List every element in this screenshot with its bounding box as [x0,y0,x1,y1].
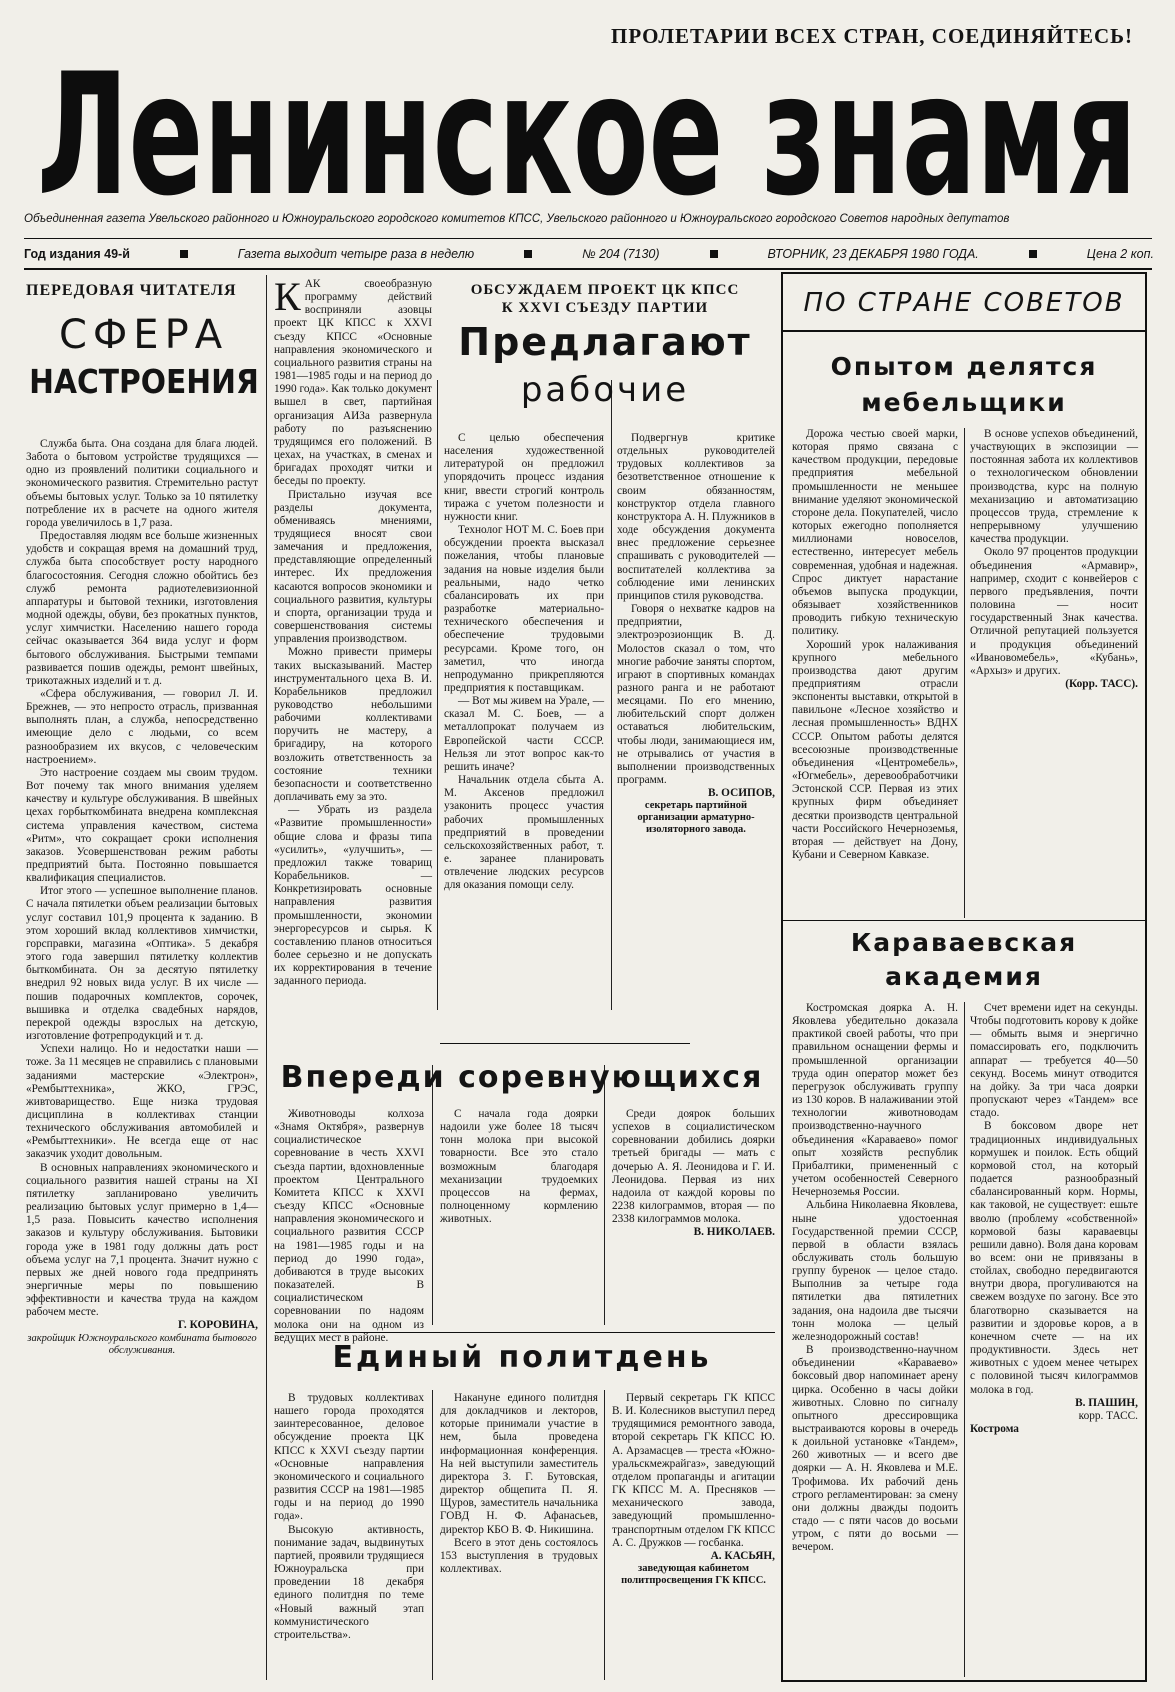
paragraph: Первый секретарь ГК КПСС В. И. Колесников выступил перед трудящимися ремонтного завода, второй секретарь ГК КПСС Ю. А. Арзамасцев — треста «Южно-уральскмежрайгаз», заведующий отделом пропаганды и агитации ГК КПСС М. А. Пресняков — механического завода, заведующий промышленно-транспортным отделом ГК КПСС А. С. Дружков — госбанка. [612,1392,775,1549]
academy-place: Кострома [970,1423,1019,1435]
politday-signature-title: заведующая кабинетом политпросвещения ГК КПСС. [621,1563,766,1587]
column-rule [604,1065,605,1325]
column-rule [432,1390,433,1680]
academy-signature-title: корр. ТАСС. [1078,1409,1138,1422]
furniture-headline-line1: Опытом делятся [830,352,1098,381]
square-bullet-icon [710,250,718,258]
year-label: Год издания 49-й [24,247,130,261]
proposals-col-2 [444,432,604,1017]
editorial-headline-line2: НАСТРОЕНИЯ [29,362,259,401]
paragraph: Начальник отдела сбыта А. М. Аксенов предложил узаконить процесс участия рабочих промышленных предприятий в проведении сельскохозяйственных работ, т. е. заранее планировать отвлечение людских ресурсов для оказания помощи селу. [444,774,604,892]
paragraph: Дорожа честью своей марки, которая прямо связана с качеством продукции, передовые предприятия мебельной промышленности не меньшее внимание уделяют экономической стороне дела. Покупателей, число которых ежегодно пополняется миллионами новоселов, естественно, интересует мебель современная, удобная и надежная. Спрос диктует нарастание объемов выпуска продукции, обязывает хозяйственников проводить гибкую техническую политику. [792,428,958,638]
academy-headline-line1: Караваевская [850,928,1078,957]
paragraph: Технолог НОТ М. С. Боев при обсуждении проекта высказал пожелания, чтобы плановые задания на новые изделия были реальными, надо четко сбалансировать их при разработке материально-технического обеспечения и обеспечение трудовыми ресурсами. Кроме того, он заметил, что иногда непродуманно прикрепляются предприятия к поставщикам. [444,524,604,694]
paragraph: В основе успехов объединений, участвующих в экспозиции — постоянная забота их коллективов о технологическом обновлении производства, курс на полную механизацию и автоматизацию процессов труда, стремление к непрерывному улучшению качества продукции. [970,428,1138,546]
paragraph: Счет времени идет на секунды. Чтобы подготовить корову к дойке — обмыть вымя и энергично помассировать его, подключить аппарат — требуется 40—50 секунд. Восемь минут отводится на дойку. За три часа доярки пропускают через «Тандем» все стадо. [970,1002,1138,1120]
competition-signature: В. НИКОЛАЕВ. [693,1226,775,1239]
paragraph: Альбина Николаевна Яковлева, ныне удостоенная Государственной премии СССР, первой в области взялась обслуживать столь большую группу буренок — целое стадо. Выполнив за четыре года пятилетки два пятилетних задания, она надоила две тысячи тонн молока — целый железнодорожный состав! [792,1199,958,1343]
editorial-signature-title: закройщик Южноуральского комбината бытового обслуживания. [27,1332,257,1356]
furniture-col-1 [792,428,958,928]
issue-date: ВТОРНИК, 23 ДЕКАБРЯ 1980 ГОДА. [767,247,979,261]
square-bullet-icon [1029,250,1037,258]
section-divider [440,1043,690,1044]
paragraph: Предоставляя людям все больше жизненных удобств и сокращая время на домашний труд, служба быта способствует росту народного благосостояния. Сегодня сложно обойтись без служб ремонта радиотелевизионной аппаратуры и бытовой техники, изготовления модной одежды, обуви, без прокатных пунктов, услуг химчистки. Населению нашего города сейчас оказывается 364 вида услуг и форм бытового обслуживания. Быстрыми темпами развивается пошив одежды, ремонт швейных, трикотажных изделий и т. д. [26,530,258,687]
academy-signature: В. ПАШИН, [1075,1396,1138,1409]
paragraph: Хороший урок налаживания крупного мебельного производства дают другим предприятиям отрасли экспоненты выставки, открытой в павильоне «Лесное хозяйство и лесная промышленность» ВДНХ СССР. Опытом работы делятся всесоюзные производственные объединения «Центромебель», «Югмебель», деревообработчики Эстонской ССР. Первая из этих крупных фирм объединяет десятки производств центральной части Российского Нечерноземья, вторая — действует на Дону, Кубани и Северном Кавказе. [792,638,958,861]
academy-col-1 [792,1002,958,1680]
paragraph: Около 97 процентов продукции объединения «Армавир», например, сходит с конвейеров с первого предъявления, почти половина — носит государственный Знак качества. Отличной репутацией пользуется и продукция объединений «Ивановомебель», «Кубань», «Архыз» и других. [970,546,1138,677]
editorial-signature: Г. КОРОВИНА, [178,1319,258,1332]
column-rule [432,1065,433,1325]
competition-col-1 [274,1108,424,1344]
column-rule [604,1390,605,1680]
paragraph: Можно привести примеры таких высказываний. Мастер инструментального цеха В. И. Корабельников предложил руководство небольшими рабочими коллективами поручить не мастеру, а бригадиру, на которого возложить ответственность за состояние техники безопасности и соответственно доплачивать ему за это. [274,646,432,804]
column-rule [611,380,612,1010]
politday-signature: А. КАСЬЯН, [710,1549,775,1562]
paragraph: Говоря о нехватке кадров на предприятии, электроэрозионщик В. Д. Молостов сказал о том, что многие рабочие заняты спортом, играют в спортивных командах разного ранга и не работают месяцами. По его мнению, любительский спорт должен оставаться любительским, чтобы люди, занимающиеся им, не отрывались от участия в выполнении производственных программ. [617,603,775,787]
masthead-title [30,30,1145,233]
paragraph: В основных направлениях экономического и социального развития нашей страны на XI пятилетку запланировано увеличить реализацию бытовых услуг примерно в 1,4—1,5 раза. Повысить качество исполнения заказов и культуру обслуживания. Бытовики города уже в 1981 году должны дать рост объема услуг на 7,1 процента. Значит нужно с первых же дней нового года предпринять энергичные меры по повышению эффективности и качества труда на каждом рабочем месте. [26,1161,258,1319]
proposals-signature-title: секретарь партийной организации арматурно-изоляторного завода. [637,800,755,836]
square-bullet-icon [180,250,188,258]
politday-col-1 [274,1392,424,1684]
masthead-title-text: Ленинское знамя [37,37,1137,233]
masthead-rule [24,238,1152,239]
paragraph: В трудовых коллективах нашего города проходятся заинтересованное, деловое обсуждение проекта ЦК КПСС к XXVI съезду партии «Основные направления экономического и социального развития СССР на 1981—1985 годы и на период до 1990 года». [274,1392,424,1523]
politday-col-3 [612,1392,775,1684]
paragraph: — Убрать из раздела «Развитие промышленности» общие слова и фразы типа «усилить», «улучшить», — предложил также товарищ Корабельников. — Конкретизировать основные направления развития промышленности, экономии энергоресурсов и сырья. К составлению планов относиться более серьезно и не допускать их корректирования в течение заданного периода. [274,804,432,988]
paragraph: С начала года доярки надоили уже более 18 тысяч тонн молока при высокой товарности. Все это стало возможным благодаря механизации трудоемких процессов на фермах, полноценному кормлению животных. [440,1108,598,1226]
issue-number: № 204 (7130) [582,247,660,261]
column-rule [437,380,438,1010]
furniture-col-2 [970,428,1138,928]
competition-headline: Впереди соревнующихся [280,1060,764,1095]
politday-headline: Единый политдень [332,1340,712,1375]
masthead-subtitle: Объединенная газета Увельского районного и Южноуральского городского комитетов КПСС, Увельского районного и Южноуральского городского Советов народных депутатов [24,213,1010,225]
politday-col-2 [440,1392,598,1684]
paragraph: — Вот мы живем на Урале, — сказал М. С. Боев, — а металлопрокат получаем из Европейской части СССР. Нельзя ли этот вопрос как-то решить иначе? [444,695,604,773]
frequency-label: Газета выходит четыре раза в неделю [237,247,475,261]
price-label: Цена 2 коп. [1086,247,1154,261]
editorial-body [26,438,258,1686]
paragraph: Среди доярок больших успехов в социалистическом соревновании добились доярки третьей бригады — мать с дочерью А. Я. Леонидова и Г. И. Леонидова. Первая из них надоила от каждой коровы по 2238 килограммов, вторая — по 2338 килограммов молока. [612,1108,775,1226]
paragraph: Подвергнув критике отдельных руководителей трудовых коллективов за безответственное отношение к своим обязанностям, конструктор отдела главного конструктора А. Н. Плужников в ходе обсуждения документа внес предложение серьезнее спрашивать с руководителей — воспитателей коллектива за соблюдение ими ленинских принципов стиля руководства. [617,432,775,602]
column-rule [964,1002,965,1677]
furniture-signature: (Корр. ТАСС). [1065,677,1138,690]
paragraph: Служба быта. Она создана для блага людей. Забота о бытовом устройстве трудящихся — одно из проявлений политики социального и экономического развития. Стремительно растут объемы бытовых услуг. Только за 10 пятилетку потребление их в расчете на одного жителя города увеличилось в 1,7 раза. [26,438,258,529]
editorial-headline-line1: СФЕРА [58,312,229,358]
header-bottom-rule [24,268,1152,270]
paragraph: Это настроение создаем мы своим трудом. Вот почему так много внимания уделяем качеству и культуре обслуживания. В швейных цехах горбыткомбината внедрена комплексная система управления качеством, система «Ритм», что сокращает сроки исполнения заказов. Усовершенствован режим работы предприятий быта. Постоянно повышается квалификация специалистов. [26,766,258,885]
proposals-lead [274,274,432,489]
proposals-headline-line1: Предлагают [458,320,752,364]
proposals-col-1 [274,274,432,1013]
proposals-col-3 [617,432,775,1032]
furniture-headline-line2: мебельщики [861,388,1067,417]
paragraph: Пристально изучая все разделы документа, обмениваясь мнениями, трудящиеся вносят свои замечания и предложения, представляющие определенный интерес. Их предложения касаются вопросов экономики и социального развития, культуры и спорта, организации труда и совершенствования системы управления производством. [274,488,432,646]
paragraph: Накануне единого политдня для докладчиков и лекторов, которые принимали участие в нем, была проведена информационная конференция. На ней выступили заместитель директора З. Г. Бутовская, директор общепита П. Я. Щуров, заместитель начальника ГОВД Н. Ф. Афанасьев, директор КБО В. Ф. Никишина. [440,1392,598,1536]
paragraph: Успехи налицо. Но и недостатки наши — тоже. За 11 месяцев не справились с плановыми заданиями мастерские «Электрон», «Рембыттехника», ЖКО, ГРЭС, живтоварищество. Еще низка трудовая дисциплина в коллективах станции технического обслуживания автомобилей и «Рембыттехники». Не всегда еще от нас заказчик уходит довольным. [26,1043,258,1161]
proposals-rubric-line2: К XXVI СЪЕЗДУ ПАРТИИ [501,300,709,316]
column-rule [266,275,267,1680]
paragraph: Всего в этот день состоялось 153 выступления в трудовых коллективах. [440,1536,598,1576]
paragraph: Итог этого — успешное выполнение планов. С начала пятилетки объем реализации бытовых услуг составил 101,9 процента к заданию. В этом хороший вклад коллективов химчистки, горсправки, магазина «Оптика». 5 декабря этого года завершил пятилетку коллектив быткомбината. Он за десятую пятилетку внедрил 92 новых вида услуг. В их числе — пошив подарочных комплектов, сорочек, вышивка и отделка свадебных нарядов, перекрой одежды взрослых на детскую, изготовление фотрепродукций и т. д. [26,885,258,1043]
academy-headline-line2: академия [885,962,1043,991]
competition-col-3 [612,1108,775,1328]
lead-text: АК своеобразную программу действий восприняли азовцы проект ЦК КПСС к XXVI съезду КПСС «Основные направления экономического и социального развития страны на 1981—1985 годы и на период до 1990 года». Как только документ вышел в свет, партийная организация АИЗа развернула работу по разъяснению трудящимся его положений. В цехах, на участках, в сменах и бригадах проходят читки и беседы по проекту. [274,278,432,488]
editorial-rubric: ПЕРЕДОВАЯ ЧИТАТЕЛЯ [26,282,237,299]
paragraph: «Сфера обслуживания, — говорил Л. И. Брежнев, — это непросто отрасль, призванная выполнять план, а служба, непосредственно имеющие дело с людьми, со всем разнообразием их вкусов, с человеческим настроением». [26,687,258,766]
square-bullet-icon [524,250,532,258]
paragraph: Костромская доярка А. Н. Яковлева убедительно доказала практикой своей работы, что при правильном оснащении фермы и промышленной организации труда один оператор может без перегрузок обслуживать группу из 130 коров. В налаживании этой технологии животноводам производственно-научного объединения «Караваево» помог опыт хозяйств республик Прибалтики, примененный с учетом особенностей Северного Нечерноземья России. [792,1002,958,1199]
paragraph: В боксовом дворе нет традиционных индивидуальных кормушек и поилок. Есть общий кормовой стол, на который подается разнообразный сбалансированный корм. Нормы, как таковой, не существует: ешьте вволю (проблему «собственной» кормовой базы караваевцы решили давно). Воля дана коровам во всем: они не привязаны в стойлах, свободно передвигаются внутри двора, прогуливаются на свежем воздухе по загону. Все это благотворно сказывается на развитии и здоровье коров, а в конечном счете — на их продуктивности. Здесь нет животных с удоем менее четырех с половиной тысяч килограммов молока в год. [970,1120,1138,1396]
soviets-rubric-rule [783,330,1145,332]
paragraph: В производственно-научном объединении «Караваево» боксовый двор напоминает арену цирка. Особенно в часы дойки животных. Словно по сигналу опытного дрессировщика выстраиваются коровы в очередь к доильной установке «Тандем», 260 животных — и всего две доярки — А. Н. Яковлева и М.Е. Трофимова. Их рабочий день строго регламентирован: за смену они должны дважды подоить стадо — с пяти часов до восьми утром, с пяти до восьми — вечером. [792,1344,958,1554]
proposals-rubric-line1: ОБСУЖДАЕМ ПРОЕКТ ЦК КПСС [470,282,740,298]
proposals-headline-line2: рабочие [520,370,690,410]
proposals-signature: В. ОСИПОВ, [708,787,775,800]
column-rule [964,428,965,918]
competition-col-2 [440,1108,598,1328]
soviets-divider [783,920,1145,921]
academy-col-2 [970,1002,1138,1680]
slogan: ПРОЛЕТАРИИ ВСЕХ СТРАН, СОЕДИНЯЙТЕСЬ! [611,24,1133,48]
paragraph: Высокую активность, понимание задач, выдвинутых партией, проявили трудящиеся Южноуральска при проведении 18 декабря единого политдня по теме «Новый важный этап коммунистического строительства». [274,1523,424,1641]
paragraph: С целью обеспечения населения художественной литературой он предложил упорядочить процесс издания книг, ввести строгий контроль тиража с учетом полезности и нужности книг. [444,432,604,523]
soviets-rubric: ПО СТРАНЕ СОВЕТОВ [803,288,1125,318]
issue-info-bar [24,243,1154,265]
drop-cap: К [274,274,301,319]
paragraph: Животноводы колхоза «Знамя Октября», развернув социалистическое соревнование в честь XXVI съезда партии, вдохновленные проектом Центрального Комитета КПСС к XXVI съезду КПСС «Основные направления экономического и социального развития СССР на 1981—1985 годы и на период до 1990 года», добиваются в труде высоких показателей. В социалистическом соревновании по надоям молока они на одном из ведущих мест в районе. [274,1108,424,1344]
